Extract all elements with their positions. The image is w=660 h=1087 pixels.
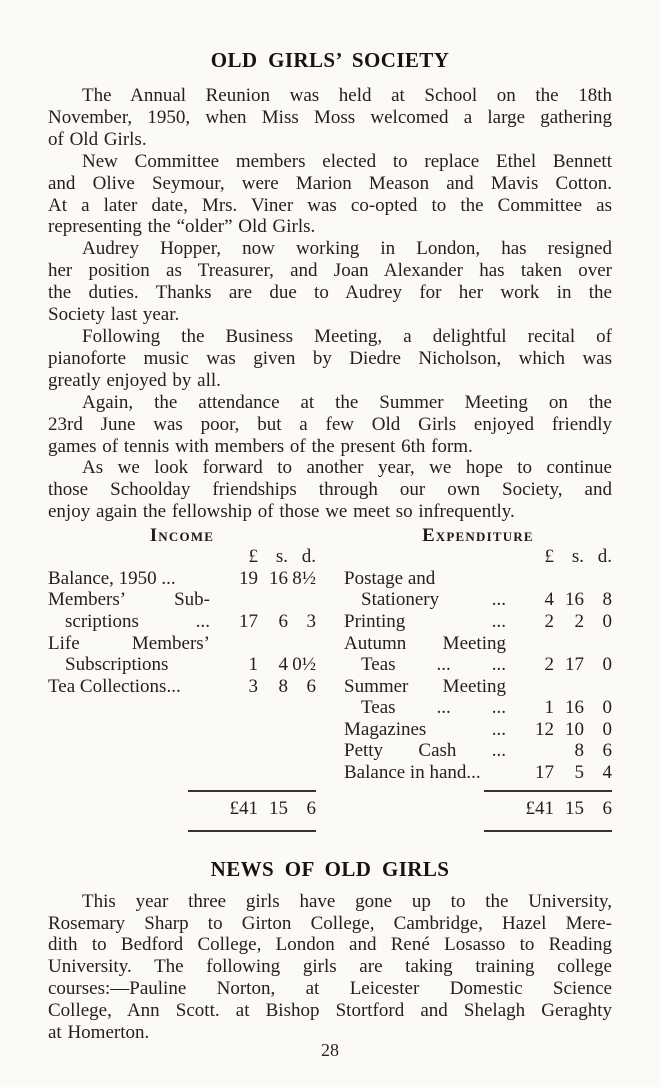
text-line: enjoy again the fellowship of those we meet so infrequently. — [48, 501, 515, 523]
amount-shillings — [554, 676, 584, 698]
amount-pounds: 19 — [239, 567, 258, 589]
income-table — [48, 546, 316, 697]
text-line: Rosemary Sharp to Girton College, Cambridge, Hazel Mere- — [48, 912, 612, 934]
paragraph — [48, 392, 612, 458]
amount-pence — [584, 568, 612, 590]
text-line: This year three girls have gone up to the University, — [82, 890, 612, 912]
amount-shillings: 4 — [278, 654, 288, 676]
text-line: courses:—Pauline Norton, at Leicester Domestic Science — [48, 978, 612, 1000]
account-row — [344, 589, 612, 611]
currency-header-spacer — [344, 546, 516, 568]
expenditure-rows — [344, 546, 612, 784]
total-shillings: 15 — [269, 797, 288, 819]
account-label: Autumn Meeting — [344, 632, 506, 654]
paragraph — [48, 457, 612, 523]
news-of-old-girls-text — [48, 891, 612, 1044]
news-of-old-girls-title: NEWS OF OLD GIRLS — [210, 856, 450, 881]
amount-shillings — [258, 589, 288, 611]
amount-pounds: 2 — [544, 654, 554, 676]
text-line: the duties. Thanks are due to Audrey for her work in the — [48, 282, 612, 304]
amount-pence: 8½ — [292, 567, 316, 589]
currency-header-spacer — [48, 546, 220, 568]
account-row — [344, 697, 612, 719]
amount-pence — [584, 633, 612, 655]
account-label: Teas ... ... — [361, 697, 506, 719]
expenditure-table — [344, 546, 612, 784]
amount-pence: 8 — [602, 589, 612, 611]
text-line: of Old Girls. — [48, 128, 147, 150]
currency-header-row — [48, 546, 316, 568]
text-line: Following the Business Meeting, a delightful recital of — [82, 325, 612, 347]
paragraph — [48, 151, 612, 239]
text-line: College, Ann Scott. at Bishop Stortford and Shelagh Geraghty — [48, 1000, 612, 1022]
paragraph — [48, 238, 612, 326]
account-label: Stationery ... — [361, 589, 506, 611]
text-line: University. The following girls are taking training college — [48, 956, 612, 978]
total-pence: 6 — [306, 797, 316, 819]
account-row — [48, 568, 316, 590]
income-heading: Income — [149, 526, 215, 547]
old-girls-society-title: OLD GIRLS’ SOCIETY — [210, 48, 450, 72]
total-pounds: £41 — [525, 797, 554, 819]
text-line: those Schoolday friendships through our own Society, and — [48, 479, 612, 501]
account-label: Postage and — [344, 567, 436, 589]
account-row — [48, 676, 316, 698]
text-line: at Homerton. — [48, 1022, 150, 1044]
expenditure-total-row — [484, 799, 612, 819]
paragraph — [48, 891, 612, 1044]
amount-pence — [288, 589, 316, 611]
amount-pounds: 17 — [239, 610, 258, 632]
account-row — [344, 633, 612, 655]
text-line: greatly enjoyed by all. — [48, 369, 221, 391]
text-line: games of tennis with members of the present 6th form. — [48, 435, 473, 457]
account-row — [344, 611, 612, 633]
old-girls-society-text — [48, 85, 612, 523]
expenditure-heading: Expenditure — [422, 526, 534, 547]
amount-shillings: 2 — [574, 610, 584, 632]
account-row — [48, 654, 316, 676]
amount-pence: 0 — [602, 610, 612, 632]
amount-pence: 0 — [602, 697, 612, 719]
income-column — [48, 526, 316, 832]
account-label: Tea Collections... — [48, 675, 181, 697]
amount-shillings: 5 — [574, 762, 584, 784]
account-row — [344, 676, 612, 698]
text-line: New Committee members elected to replace Ethel Bennett — [82, 150, 612, 172]
amount-pounds — [516, 740, 554, 762]
currency-symbol: £ — [544, 546, 554, 568]
text-line: 23rd June was poor, but a few Old Girls enjoyed friendly — [48, 413, 612, 435]
text-line: representing the “older” Old Girls. — [48, 216, 316, 238]
text-line: Audrey Hopper, now working in London, has resigned — [82, 238, 612, 260]
amount-shillings — [258, 633, 288, 655]
total-pounds: £41 — [229, 797, 258, 819]
account-label: Life Members’ — [48, 632, 210, 654]
amount-pounds — [220, 633, 258, 655]
paragraph — [48, 326, 612, 392]
amount-shillings: 16 — [565, 697, 584, 719]
total-pence: 6 — [602, 797, 612, 819]
income-total-row — [188, 799, 316, 819]
currency-symbol: d. — [301, 546, 316, 568]
amount-shillings: 10 — [565, 718, 584, 740]
account-row — [344, 654, 612, 676]
account-label: Members’ Sub- — [48, 589, 210, 611]
account-label: Teas ... ... — [361, 654, 506, 676]
currency-header-row — [344, 546, 612, 568]
text-line: Society last year. — [48, 304, 180, 326]
account-label: Summer Meeting — [344, 675, 506, 697]
amount-pence: 0 — [602, 718, 612, 740]
income-rows — [48, 546, 316, 784]
amount-pence: 0 — [602, 654, 612, 676]
text-line: At a later date, Mrs. Viner was co-opted to the Committee as — [48, 194, 612, 216]
currency-symbol: s. — [275, 546, 288, 568]
text-line: pianoforte music was given by Diedre Nicholson, which was — [48, 347, 612, 369]
amount-pounds — [220, 589, 258, 611]
account-row — [344, 740, 612, 762]
amount-pounds: 2 — [544, 610, 554, 632]
amount-pence: 0½ — [292, 654, 316, 676]
account-label: Printing ... — [344, 610, 506, 632]
amount-shillings: 17 — [565, 654, 584, 676]
amount-pence — [584, 676, 612, 698]
text-line: November, 1950, when Miss Moss welcomed a large gathering — [48, 106, 612, 128]
currency-symbol: d. — [597, 546, 612, 568]
amount-pounds: 12 — [535, 718, 554, 740]
amount-pounds — [516, 676, 554, 698]
account-label: Magazines ... — [344, 718, 506, 740]
amount-shillings: 8 — [574, 740, 584, 762]
text-line: As we look forward to another year, we hope to continue — [82, 457, 612, 479]
account-row — [48, 589, 316, 611]
amount-pounds: 1 — [544, 697, 554, 719]
account-label: scriptions ... — [65, 610, 210, 632]
amount-shillings: 16 — [269, 567, 288, 589]
page-number: 28 — [321, 1040, 339, 1060]
text-line: dith to Bedford College, London and René Losasso to Reading — [48, 934, 612, 956]
currency-symbol: s. — [571, 546, 584, 568]
expenditure-total — [484, 790, 612, 832]
account-row — [48, 633, 316, 655]
amount-pounds: 17 — [535, 762, 554, 784]
account-label: Subscriptions — [65, 654, 169, 676]
amount-shillings: 6 — [278, 610, 288, 632]
amount-pence: 6 — [602, 740, 612, 762]
amount-pounds: 3 — [248, 675, 258, 697]
amount-shillings — [554, 568, 584, 590]
income-total — [188, 790, 316, 832]
amount-pounds — [516, 568, 554, 590]
amount-pence: 3 — [306, 610, 316, 632]
account-label: Balance, 1950 ... — [48, 567, 176, 589]
text-line: The Annual Reunion was held at School on the 18th — [82, 85, 612, 106]
account-row — [344, 762, 612, 784]
amount-pounds — [516, 633, 554, 655]
expenditure-column — [344, 526, 612, 832]
currency-symbol: £ — [248, 546, 258, 568]
text-line: her position as Treasurer, and Joan Alexander has taken over — [48, 260, 612, 282]
account-row — [48, 611, 316, 633]
account-row — [344, 568, 612, 590]
account-label: Petty Cash ... — [344, 740, 506, 762]
amount-shillings: 16 — [565, 589, 584, 611]
text-line: and Olive Seymour, were Marion Meason and Mavis Cotton. — [48, 172, 612, 194]
amount-pence: 6 — [306, 675, 316, 697]
paragraph — [48, 85, 612, 151]
amount-pence: 4 — [602, 762, 612, 784]
amount-shillings: 8 — [278, 675, 288, 697]
amount-pounds: 1 — [248, 654, 258, 676]
account-label: Balance in hand... — [344, 762, 481, 784]
amount-shillings — [554, 633, 584, 655]
text-line: Again, the attendance at the Summer Meeting on the — [82, 391, 612, 413]
income-expenditure-statement — [48, 526, 612, 832]
amount-pounds: 4 — [544, 589, 554, 611]
amount-pence — [288, 633, 316, 655]
account-row — [344, 719, 612, 741]
total-shillings: 15 — [565, 797, 584, 819]
